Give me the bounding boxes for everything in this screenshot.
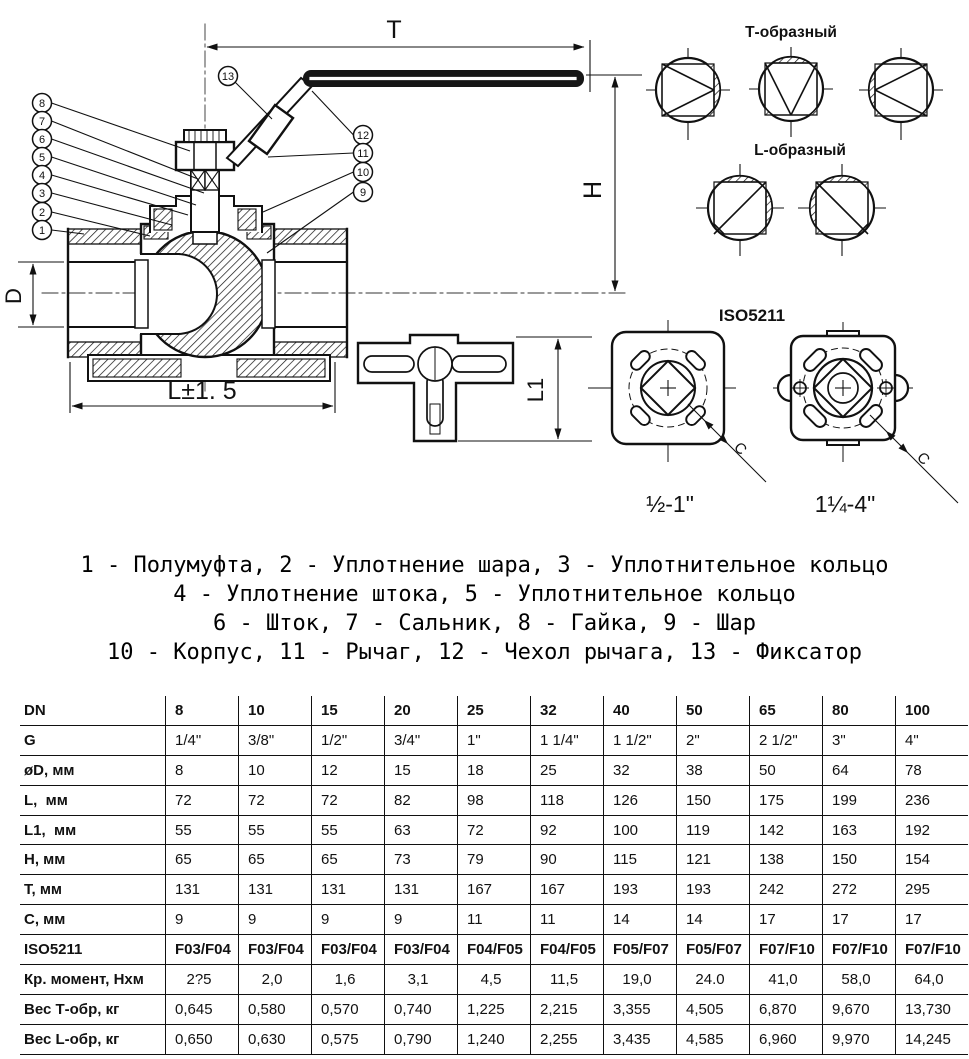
spec-cell: 193: [603, 875, 676, 904]
row-label: H, мм: [24, 851, 66, 869]
spec-cell: 142: [749, 816, 822, 845]
spec-cell: 126: [603, 786, 676, 815]
row-label: T, мм: [24, 881, 63, 899]
legend-line: 10 - Корпус, 11 - Рычаг, 12 - Чехол рычага, 13 - Фиксатор: [107, 640, 862, 665]
spec-cell: 10: [238, 756, 311, 785]
spec-cell: 13,730: [895, 995, 968, 1024]
callout-balloon: 2: [38, 207, 46, 219]
table-row: [20, 1025, 968, 1055]
spec-cell: 1 1/2": [603, 726, 676, 755]
spec-cell: 9: [238, 905, 311, 934]
spec-cell: 167: [530, 875, 603, 904]
spec-cell: F04/F05: [530, 935, 603, 964]
spec-cell: 2,255: [530, 1025, 603, 1054]
spec-cell: 1": [457, 726, 530, 755]
spec-cell: 100: [895, 696, 968, 725]
spec-cell: 32: [530, 696, 603, 725]
table-row: [20, 756, 968, 786]
spec-cell: 193: [676, 875, 749, 904]
callout-balloon: 6: [38, 134, 46, 146]
legend-line: 4 - Уплотнение штока, 5 - Уплотнительное кольцо: [173, 582, 796, 607]
spec-cell: 199: [822, 786, 895, 815]
spec-cell: 78: [895, 756, 968, 785]
callout-balloon: 7: [38, 116, 46, 128]
table-row: [20, 816, 968, 846]
row-label: L1, мм: [24, 821, 77, 839]
dim-label-L1: L1: [523, 377, 548, 403]
spec-cell: 9: [311, 905, 384, 934]
spec-cell: 73: [384, 845, 457, 874]
callout-balloon: 12: [356, 130, 370, 142]
spec-cell: 295: [895, 875, 968, 904]
table-row: [20, 726, 968, 756]
t-port-diagram-3: [859, 48, 943, 140]
spec-cell: 55: [165, 816, 238, 845]
parts-legend: [0, 551, 969, 667]
spec-cell: 4,5: [457, 965, 530, 994]
table-row: [20, 786, 968, 816]
table-row: [20, 875, 968, 905]
spec-cell: 15: [384, 756, 457, 785]
spec-cell: 58,0: [822, 965, 895, 994]
spec-cell: 40: [603, 696, 676, 725]
callout-balloon: 13: [221, 71, 235, 83]
spec-cell: 150: [676, 786, 749, 815]
spec-cell: 11,5: [530, 965, 603, 994]
spec-cell: 11: [457, 905, 530, 934]
legend-line: 6 - Шток, 7 - Сальник, 8 - Гайка, 9 - Шар: [212, 611, 757, 636]
callout-balloon: 10: [356, 167, 370, 179]
spec-cell: 0,650: [165, 1025, 238, 1054]
l-port-diagram-1: [696, 164, 784, 256]
row-label: C, мм: [24, 911, 66, 929]
callout-balloon: 9: [359, 187, 367, 199]
spec-cell: 9: [384, 905, 457, 934]
spec-cell: 80: [822, 696, 895, 725]
spec-cell: 17: [749, 905, 822, 934]
callout-balloon: 3: [38, 188, 46, 200]
spec-cell: 138: [749, 845, 822, 874]
callout-balloon: 5: [38, 152, 46, 164]
spec-cell: 3/8": [238, 726, 311, 755]
spec-cell: 0,580: [238, 995, 311, 1024]
spec-cell: 150: [822, 845, 895, 874]
spec-cell: F07/F10: [749, 935, 822, 964]
spec-cell: 55: [311, 816, 384, 845]
spec-cell: 2": [676, 726, 749, 755]
row-label: øD, мм: [24, 761, 75, 779]
row-label: ISO5211: [24, 941, 83, 959]
spec-cell: 10: [238, 696, 311, 725]
flange-small-size-label: ½-1": [646, 491, 694, 517]
table-row: [20, 845, 968, 875]
spec-cell: F03/F04: [384, 935, 457, 964]
spec-cell: 14: [676, 905, 749, 934]
callout-balloon: 1: [38, 225, 46, 237]
spec-cell: 2,0: [238, 965, 311, 994]
spec-cell: 4": [895, 726, 968, 755]
spec-cell: 0,630: [238, 1025, 311, 1054]
spec-cell: 3": [822, 726, 895, 755]
spec-cell: 0,645: [165, 995, 238, 1024]
iso5211-title: ISO5211: [718, 306, 786, 325]
spec-cell: 8: [165, 696, 238, 725]
spec-cell: 90: [530, 845, 603, 874]
spec-cell: 100: [603, 816, 676, 845]
row-label: DN: [24, 701, 46, 719]
spec-cell: 1 1/4": [530, 726, 603, 755]
spec-cell: 41,0: [749, 965, 822, 994]
spec-cell: F05/F07: [603, 935, 676, 964]
spec-cell: 82: [384, 786, 457, 815]
spec-cell: 65: [238, 845, 311, 874]
spec-cell: 24.0: [676, 965, 749, 994]
spec-cell: 115: [603, 845, 676, 874]
spec-cell: 6,960: [749, 1025, 822, 1054]
spec-cell: F03/F04: [238, 935, 311, 964]
table-row: [20, 905, 968, 935]
table-row: [20, 696, 968, 726]
spec-cell: 1,6: [311, 965, 384, 994]
spec-cell: 163: [822, 816, 895, 845]
spec-cell: 72: [457, 816, 530, 845]
spec-cell: 17: [822, 905, 895, 934]
callout-balloon: 8: [38, 98, 46, 110]
spec-cell: 92: [530, 816, 603, 845]
spec-cell: 272: [822, 875, 895, 904]
spec-cell: 12: [311, 756, 384, 785]
spec-cell: 72: [165, 786, 238, 815]
spec-cell: 20: [384, 696, 457, 725]
spec-cell: 11: [530, 905, 603, 934]
spec-cell: 121: [676, 845, 749, 874]
iso-flange-large: [773, 322, 913, 462]
dim-label-T: T: [386, 16, 402, 44]
spec-cell: 1,240: [457, 1025, 530, 1054]
spec-cell: 72: [238, 786, 311, 815]
spec-cell: 72: [311, 786, 384, 815]
spec-cell: 65: [311, 845, 384, 874]
spec-cell: 3/4": [384, 726, 457, 755]
l-port-diagram-2: [798, 164, 886, 256]
spec-cell: 15: [311, 696, 384, 725]
row-label: Вес Т-обр, кг: [24, 1000, 120, 1018]
spec-cell: 32: [603, 756, 676, 785]
spec-cell: 1/4": [165, 726, 238, 755]
spec-cell: 1/2": [311, 726, 384, 755]
flange-large-size-label: 1¼-4": [814, 491, 876, 517]
spec-cell: 154: [895, 845, 968, 874]
spec-cell: 19,0: [603, 965, 676, 994]
spec-cell: 64,0: [895, 965, 968, 994]
t-port-diagram-2: [749, 47, 833, 137]
spec-cell: 131: [238, 875, 311, 904]
spec-cell: 118: [530, 786, 603, 815]
spec-cell: 50: [676, 696, 749, 725]
spec-cell: F03/F04: [165, 935, 238, 964]
iso-flange-small: [588, 320, 736, 462]
spec-cell: 131: [311, 875, 384, 904]
spec-cell: 242: [749, 875, 822, 904]
spec-cell: 25: [530, 756, 603, 785]
spec-cell: 0,790: [384, 1025, 457, 1054]
spec-cell: 9: [165, 905, 238, 934]
spec-cell: 6,870: [749, 995, 822, 1024]
spec-cell: F04/F05: [457, 935, 530, 964]
table-row: [20, 965, 968, 995]
row-label: L, мм: [24, 791, 68, 809]
spec-cell: F05/F07: [676, 935, 749, 964]
spec-cell: 63: [384, 816, 457, 845]
spec-cell: F07/F10: [822, 935, 895, 964]
spec-cell: 65: [749, 696, 822, 725]
spec-cell: 38: [676, 756, 749, 785]
spec-cell: 98: [457, 786, 530, 815]
t-port-diagram-1: [646, 48, 730, 140]
spec-cell: 79: [457, 845, 530, 874]
spec-cell: F03/F04: [311, 935, 384, 964]
iso-flange-large-c-dim: [870, 415, 958, 503]
spec-cell: 4,585: [676, 1025, 749, 1054]
spec-cell: 175: [749, 786, 822, 815]
dim-label-H: H: [579, 180, 607, 200]
row-label: G: [24, 731, 36, 749]
side-view: [358, 335, 513, 441]
l-pattern-title: L-образный: [754, 142, 846, 159]
spec-cell: 50: [749, 756, 822, 785]
row-label: Кр. момент, Нхм: [24, 970, 144, 988]
callout-balloon: 4: [38, 170, 46, 182]
row-label: Вес L-обр, кг: [24, 1030, 120, 1048]
spec-cell: 18: [457, 756, 530, 785]
dim-label-L: L±1. 5: [167, 377, 237, 405]
spec-cell: 3,355: [603, 995, 676, 1024]
t-pattern-title: Т-образный: [745, 24, 837, 41]
spec-cell: 25: [457, 696, 530, 725]
spec-table: [20, 696, 968, 1055]
spec-cell: 14: [603, 905, 676, 934]
spec-cell: 0,570: [311, 995, 384, 1024]
spec-cell: 17: [895, 905, 968, 934]
spec-cell: 8: [165, 756, 238, 785]
spec-cell: 4,505: [676, 995, 749, 1024]
spec-cell: 131: [384, 875, 457, 904]
spec-cell: 14,245: [895, 1025, 968, 1054]
spec-cell: 2,215: [530, 995, 603, 1024]
spec-cell: 131: [165, 875, 238, 904]
table-row: [20, 995, 968, 1025]
legend-line: 1 - Полумуфта, 2 - Уплотнение шара, 3 - Уплотнительное кольцо: [80, 553, 889, 578]
spec-cell: 119: [676, 816, 749, 845]
spec-cell: F07/F10: [895, 935, 968, 964]
spec-cell: 0,575: [311, 1025, 384, 1054]
spec-cell: 65: [165, 845, 238, 874]
spec-cell: 3,435: [603, 1025, 676, 1054]
spec-cell: 55: [238, 816, 311, 845]
spec-cell: 1,225: [457, 995, 530, 1024]
dim-label-C1: C: [730, 438, 751, 459]
spec-cell: 9,970: [822, 1025, 895, 1054]
callout-balloon: 11: [357, 148, 369, 160]
table-row: [20, 935, 968, 965]
spec-cell: 2?5: [165, 965, 238, 994]
dim-label-D: D: [1, 288, 26, 304]
spec-cell: 236: [895, 786, 968, 815]
dim-label-C2: C: [913, 448, 934, 469]
spec-cell: 9,670: [822, 995, 895, 1024]
spec-cell: 2 1/2": [749, 726, 822, 755]
spec-cell: 3,1: [384, 965, 457, 994]
spec-cell: 0,740: [384, 995, 457, 1024]
spec-cell: 192: [895, 816, 968, 845]
spec-cell: 167: [457, 875, 530, 904]
spec-cell: 64: [822, 756, 895, 785]
